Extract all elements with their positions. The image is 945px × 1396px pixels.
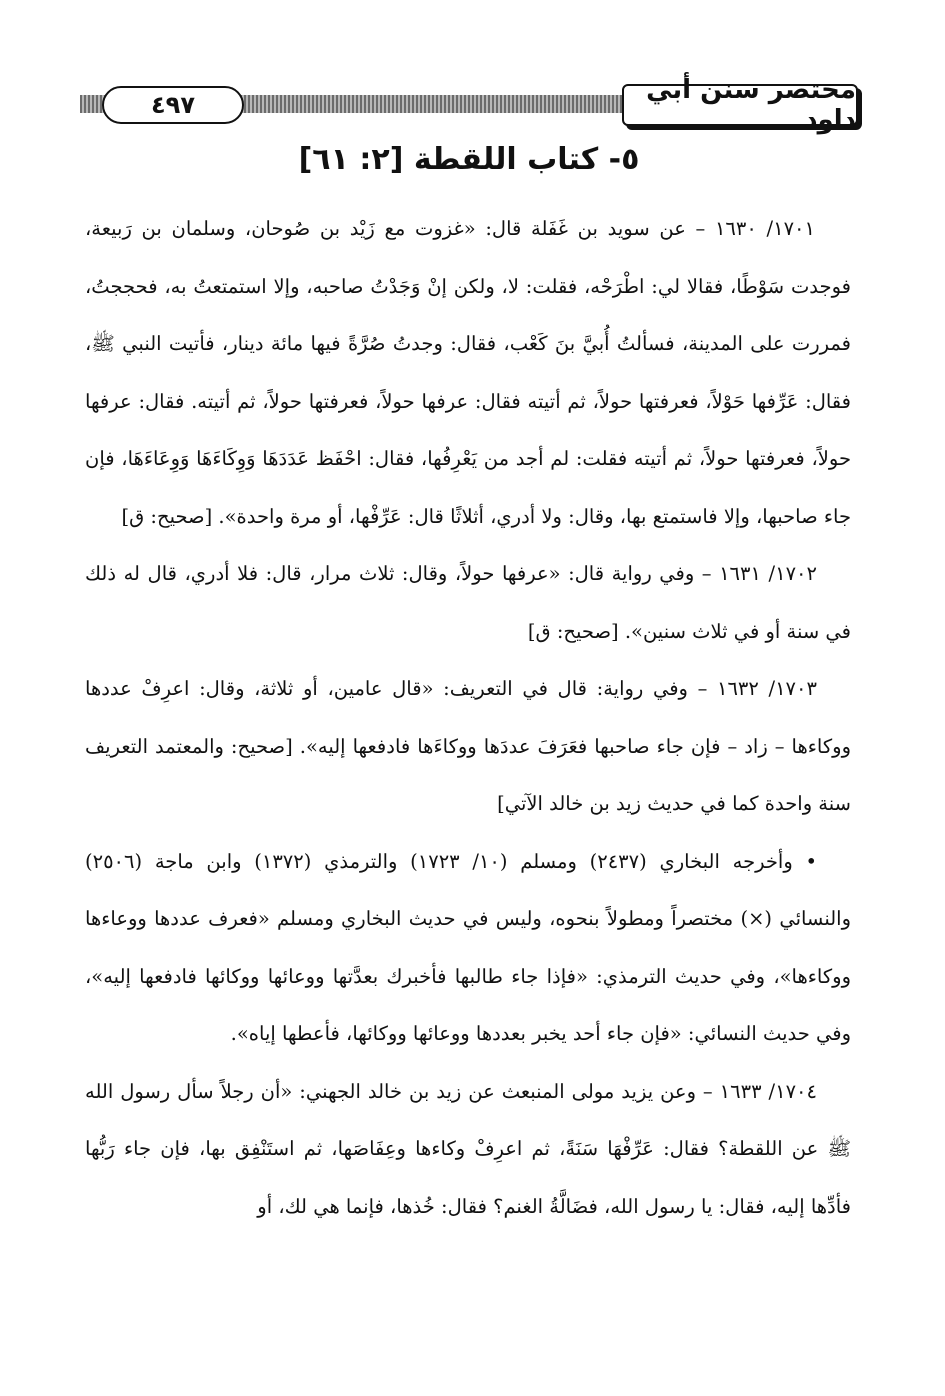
page-number: ٤٩٧ bbox=[102, 86, 244, 124]
page-header bbox=[80, 75, 858, 136]
page-body bbox=[85, 200, 851, 1235]
hadith-1703: ١٧٠٣/ ١٦٣٢ – وفي رواية: قال في التعريف: «قال عامين، أو ثلاثة، وقال: اعرِفْ عددها ووكاءها – زاد – فإن جاء صاحبها فعَرَفَ عددَها ووكاءَها فادفعها إليه». [صحيح: والمعتمد التعريف سنة واحدة كما في حديث زيد بن خالد الآتي] bbox=[85, 677, 851, 815]
book-title: مختصر سنن أبي داود bbox=[622, 84, 858, 126]
takhrij-note: • وأخرجه البخاري (٢٤٣٧) ومسلم (١٠/ ١٧٢٣) والترمذي (١٣٧٢) وابن ماجة (٢٥٠٦) والنسائي (×) مختصراً ومطولاً بنحوه، وليس في حديث البخاري ومسلم «فعرف عددها ووعاءها ووكاءها»، وفي حديث الترمذي: «فإذا جاء طالبها فأخبرك بعدَّتها ووعائها ووكائها فادفعها إليه»، وفي حديث النسائي: «فإن جاء أحد يخبر بعددها ووعائها ووكائها، فأعطها إياه». bbox=[85, 849, 851, 1045]
hadith-1701: ١٧٠١/ ١٦٣٠ – عن سويد بن غَفَلة قال: «غزوت مع زَيْد بن صُوحان، وسلمان بن رَبيعة، فوجدت سَوْطًا، فقالا لي: اطْرَحْه، فقلت: لا، ولكن إنْ وَجَدْتُ صاحبه، وإلا استمتعتُ به، فحججتُ، فمررت على المدينة، فسألتُ أُبيَّ بنَ كَعْب، فقال: وجدتُ صُرَّةً فيها مائة دينار، فأتيت النبي ﷺ، فقال: عَرِّفها حَوْلاً، فعرفتها حولاً، ثم أتيته فقال: عرفها حولاً، فعرفتها حولاً، ثم أتيته. فقال: عرفها حولاً، فعرفتها حولاً، ثم أتيته فقلت: لم أجد من يَعْرِفُها، فقال: احْفَظ عَدَدَهَا وَوِكَاءَهَا وَوِعَاءَهَا، فإن جاء صاحبها، وإلا فاستمتع بها، وقال: ولا أدري، أثلاثًا قال: عَرِّفْها، أو مرة واحدة». [صحيح: ق] bbox=[85, 217, 851, 528]
hadith-1702: ١٧٠٢/ ١٦٣١ – وفي رواية قال: «عرفها حولاً، وقال: ثلاث مرار، قال: فلا أدري، قال له ذلك في سنة أو في ثلاث سنين». [صحيح: ق] bbox=[85, 562, 851, 643]
hadith-1704: ١٧٠٤/ ١٦٣٣ – وعن يزيد مولى المنبعث عن زيد بن خالد الجهني: «أن رجلاً سأل رسول الله ﷺ عن اللقطة؟ فقال: عَرِّفْهَا سَنَةً، ثم اعرِفْ وكاءها وعِفَاصَها، ثم استَنْفِق بها، فإن جاء رَبُّها فأدِّها إليه، فقال: يا رسول الله، فضَالَّةُ الغنم؟ فقال: خُذها، فإنما هي لك، أو bbox=[85, 1079, 851, 1218]
chapter-title: ٥- كتاب اللقطة [٢: ٦١] bbox=[298, 142, 640, 177]
